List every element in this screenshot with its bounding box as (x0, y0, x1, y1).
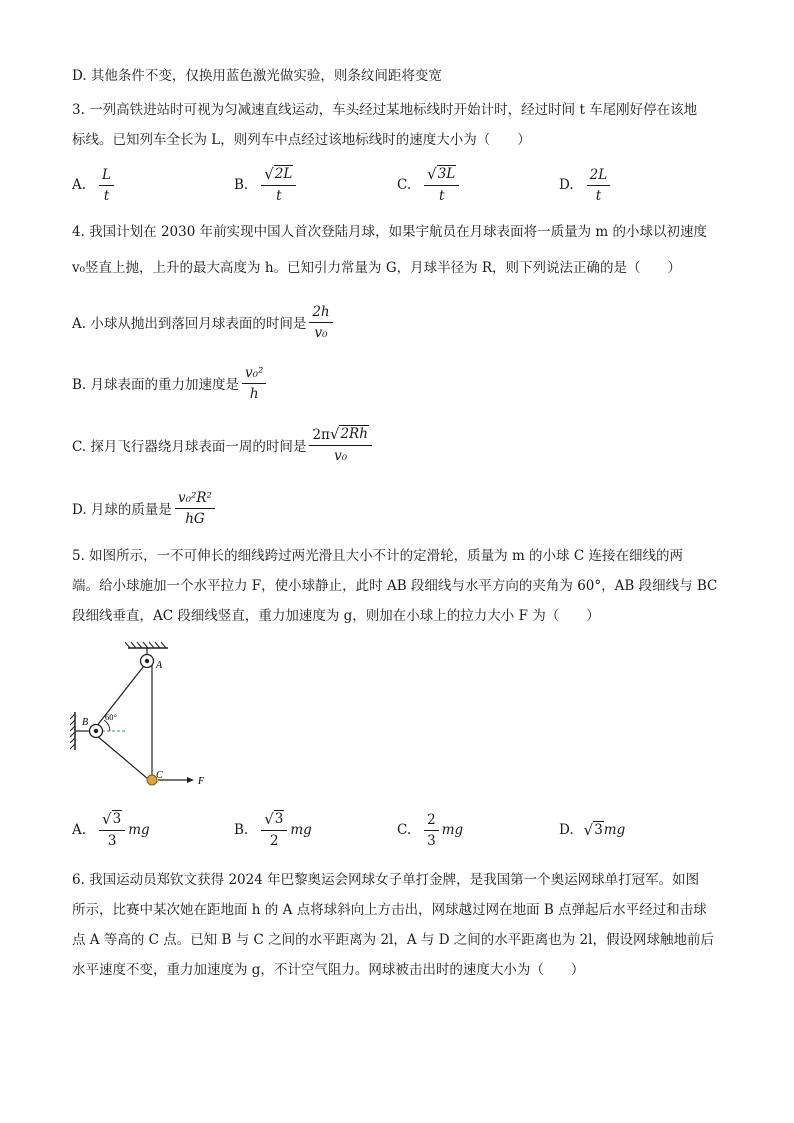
label-f: F (198, 776, 205, 787)
q4-option-b: B. 月球表面的重力加速度是 $\frac{\text{v₀²}}{h}$ (72, 357, 269, 409)
q3-stem-line2: 标线。已知列车全长为 L，则列车中点经过该地标线时的速度大小为（ ） (72, 132, 531, 148)
q4-option-d: D. 月球的质量是 $\frac{\text{v₀²R²}}{hG}$ (72, 482, 218, 534)
q5-option-a: A. √ 3 3 mg (72, 810, 150, 849)
q3-options (72, 163, 732, 207)
string-ab (96, 662, 147, 727)
q2-option-d: D. 其他条件不变，仅换用蓝色激光做实验，则条纹间距将变宽 (72, 68, 442, 84)
q5-stem-line2: 端。给小球施加一个水平拉力 F，使小球静止，此时 AB 段细线与水平方向的夹角为 60°，AB 段细线与 BC (72, 578, 718, 594)
q4-option-a: A. 小球从抛出到落回月球表面的时间是 $\frac{2h}{\text{v₀}}$ (72, 296, 336, 348)
q5-options (72, 808, 732, 852)
q6-stem-line3: 点 A 等高的 C 点。已知 B 与 C 之间的水平距离为 2l，A 与 D 之间的水平距离也为 2l，假设网球触地前后 (72, 932, 715, 948)
q3-option-d: D. $\frac{2L}{t}$ (559, 163, 613, 207)
q5-stem-line3: 段细线垂直，AC 段细线竖直，重力加速度为 g，则加在小球上的拉力大小 F 为（ ） (72, 608, 600, 624)
q5-option-d: D. √ 3 mg (559, 821, 626, 839)
q3-stem-line1: 3. 一列高铁进站时可视为匀减速直线运动，车头经过某地标线时开始计时，经过时间 t 车尾刚好停在该地 (72, 102, 698, 118)
force-arrowhead (187, 777, 194, 783)
label-c: C (156, 770, 163, 781)
q5-stem-line1: 5. 如图所示，一不可伸长的细线跨过两光滑且大小不计的定滑轮，质量为 m 的小球 C 连接在细线的两 (72, 548, 683, 564)
q4-stem-line1: 4. 我国计划在 2030 年前实现中国人首次登陆月球，如果宇航员在月球表面将一质量为 m 的小球以初速度 (72, 224, 707, 240)
ceiling-hatch (125, 642, 166, 648)
string-bc (96, 735, 148, 779)
q4-option-c: C. 探月飞行器绕月球表面一周的时间是 2π √ 2Rh v₀ (72, 419, 375, 471)
label-a: A (156, 660, 163, 671)
q3-option-b: B. √ 2L t (234, 163, 299, 207)
q6-stem-line2: 所示，比赛中某次她在距地面 h 的 A 点将球斜向上方击出，网球越过网在地面 B 点弹起后水平经过和击球 (72, 902, 707, 918)
q3-option-c: C. √ 3L t (397, 163, 462, 207)
q4-stem-line2: v₀竖直上抛，上升的最大高度为 h。已知引力常量为 G，月球半径为 R，则下列说法正确的是（ ） (72, 260, 682, 276)
label-b: B (82, 717, 89, 728)
q5-option-c: C. $\frac{2}{3}$ mg (397, 811, 464, 849)
label-angle: 60° (105, 712, 117, 722)
q5-option-b: B. √ 3 2 mg (234, 810, 312, 849)
q6-stem-line1: 6. 我国运动员郑钦文获得 2024 年巴黎奥运会网球女子单打金牌，是我国第一个奥运网球单打冠军。如图 (72, 872, 700, 888)
q3-option-a: A. $\frac{L}{t}$ (72, 163, 117, 207)
q6-stem-line4: 水平速度不变，重力加速度为 g，不计空气阻力。网球被击出时的速度大小为（ ） (72, 962, 585, 978)
pulley-diagram (70, 640, 220, 790)
